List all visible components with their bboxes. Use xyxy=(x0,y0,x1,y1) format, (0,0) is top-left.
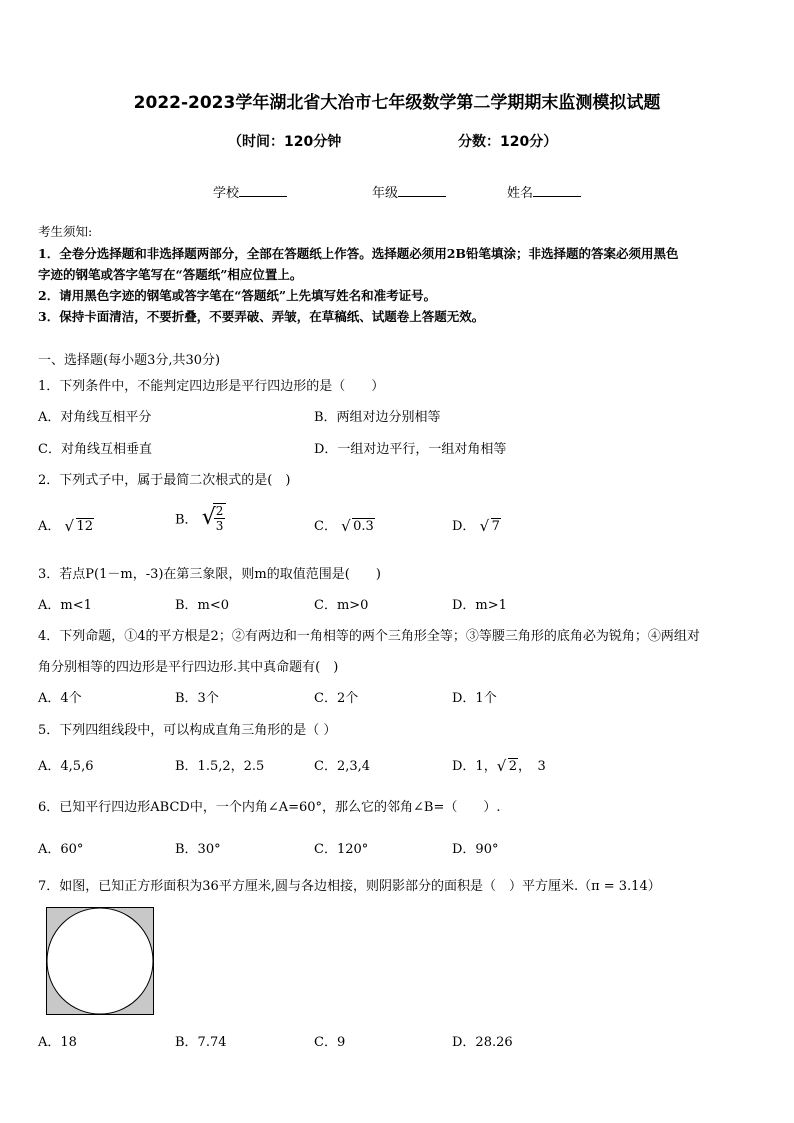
fraction-denominator: 3 xyxy=(215,519,224,533)
q2-option-a[interactable] xyxy=(38,515,94,534)
radical-icon: √ xyxy=(479,517,490,535)
radical-icon: √ xyxy=(341,517,351,535)
name-label: 姓名 xyxy=(507,186,534,201)
q6-option-b[interactable]: B．30° xyxy=(175,842,221,857)
school-field[interactable] xyxy=(213,182,287,201)
notice-item: 3．保持卡面清洁，不要折叠，不要弄破、弄皱，在草稿纸、试题卷上答题无效。 xyxy=(38,309,485,324)
grade-blank[interactable] xyxy=(398,184,446,197)
notice-item: 字迹的钢笔或答字笔写在“答题纸”相应位置上。 xyxy=(38,267,303,282)
q5-option-b[interactable]: B．1.5,2，2.5 xyxy=(175,759,265,774)
question-7-stem: 7．如图，已知正方形面积为36平方厘米,圆与各边相接，则阴影部分的面积是（ ）平方厘米.（π = 3.14） xyxy=(38,879,661,894)
q2-option-d-label: D． xyxy=(452,519,476,534)
q2-option-b[interactable] xyxy=(175,503,226,533)
exam-score: 分数：120分） xyxy=(458,134,558,150)
school-blank[interactable] xyxy=(239,184,287,197)
question-6-stem: 6．已知平行四边形ABCD中，一个内角∠A=60°，那么它的邻角∠B=（ ）. xyxy=(38,800,501,815)
grade-field[interactable] xyxy=(372,182,446,201)
sqrt-expression xyxy=(202,503,227,533)
exam-time: （时间：120分钟 xyxy=(228,134,342,150)
q7-option-a[interactable]: A．18 xyxy=(38,1035,77,1050)
q1-option-c[interactable]: C．对角线互相垂直 xyxy=(38,442,152,457)
q6-option-c[interactable]: C．120° xyxy=(314,842,369,857)
page-title: 2022-2023学年湖北省大冶市七年级数学第二学期期末监测模拟试题 xyxy=(133,93,661,113)
question-1-stem: 1．下列条件中，不能判定四边形是平行四边形的是（ ） xyxy=(38,379,385,394)
q4-option-d[interactable]: D．1个 xyxy=(452,691,497,706)
q5-option-d[interactable] xyxy=(452,755,546,774)
q6-option-a[interactable]: A．60° xyxy=(38,842,84,857)
radicand: 0.3 xyxy=(353,519,374,534)
fraction-numerator: 2 xyxy=(215,504,224,518)
q3-option-d[interactable]: D．m>1 xyxy=(452,598,507,613)
question-5-stem: 5．下列四组线段中，可以构成直角三角形的是（ ） xyxy=(38,723,337,738)
q4-option-b[interactable]: B．3个 xyxy=(175,691,219,706)
q7-option-c[interactable]: C．9 xyxy=(314,1035,346,1050)
radical-icon: √ xyxy=(64,517,75,535)
inscribed-circle xyxy=(47,908,153,1014)
q1-option-b[interactable]: B．两组对边分别相等 xyxy=(314,410,441,425)
q3-option-c[interactable]: C．m>0 xyxy=(314,598,369,613)
question-4-stem-line2: 角分别相等的四边形是平行四边形.其中真命题有( ) xyxy=(38,660,339,675)
name-field[interactable] xyxy=(507,182,581,201)
q3-option-b[interactable]: B．m<0 xyxy=(175,598,230,613)
question-4-stem-line1: 4．下列命题，①4的平方根是2；②有两边和一角相等的两个三角形全等；③等腰三角形的底角必为锐角；④两组对 xyxy=(38,629,700,644)
q2-option-c-label: C． xyxy=(314,519,337,534)
name-blank[interactable] xyxy=(533,184,581,197)
notice-item: 1．全卷分选择题和非选择题两部分，全部在答题纸上作答。选择题必须用2B铅笔填涂；非选择题的答案必须用黑色 xyxy=(38,246,679,261)
question-3-stem: 3．若点P(1－m，-3)在第三象限，则m的取值范围是( ) xyxy=(38,567,381,582)
notice-item: 2．请用黑色字迹的钢笔或答字笔在“答题纸”上先填写姓名和准考证号。 xyxy=(38,288,437,303)
grade-label: 年级 xyxy=(372,186,399,201)
radicand: 7 xyxy=(491,519,500,534)
sqrt-expression xyxy=(65,519,95,534)
q1-option-d[interactable]: D．一组对边平行，一组对角相等 xyxy=(314,442,507,457)
question-2-stem: 2．下列式子中，属于最简二次根式的是( ) xyxy=(38,473,291,488)
square-circle-figure xyxy=(46,907,154,1015)
q7-option-b[interactable]: B．7.74 xyxy=(175,1035,227,1050)
q2-option-a-label: A． xyxy=(38,519,61,534)
q5-option-d-label: D．1， xyxy=(452,759,497,774)
q5-option-c[interactable]: C．2,3,4 xyxy=(314,759,371,774)
q2-option-c[interactable] xyxy=(314,515,375,534)
q5-option-d-tail: ， 3 xyxy=(517,759,546,774)
radicand: 12 xyxy=(76,519,94,534)
q6-option-d[interactable]: D．90° xyxy=(452,842,499,857)
sqrt-expression xyxy=(497,759,518,774)
q2-option-b-label: B． xyxy=(175,512,198,528)
radicand: 2 xyxy=(508,759,517,774)
notice-heading: 考生须知: xyxy=(38,224,93,239)
q4-option-c[interactable]: C．2个 xyxy=(314,691,359,706)
q7-option-d[interactable]: D．28.26 xyxy=(452,1035,513,1050)
q5-option-a[interactable]: A．4,5,6 xyxy=(38,759,94,774)
sqrt-expression xyxy=(480,519,501,534)
school-label: 学校 xyxy=(213,186,240,201)
q2-option-d[interactable] xyxy=(452,515,501,534)
sqrt-expression xyxy=(341,519,375,534)
q1-option-a[interactable]: A．对角线互相平分 xyxy=(38,410,152,425)
radical-icon: √ xyxy=(496,757,507,775)
q3-option-a[interactable]: A．m<1 xyxy=(38,598,92,613)
q4-option-a[interactable]: A．4个 xyxy=(38,691,82,706)
radical-icon: √ xyxy=(201,505,216,530)
section-heading: 一、选择题(每小题3分,共30分) xyxy=(38,353,221,368)
